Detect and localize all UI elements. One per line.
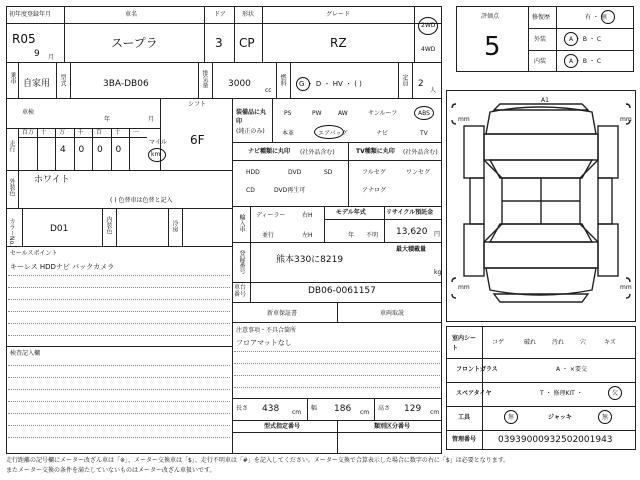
chassis-label: 車台番号 bbox=[234, 284, 247, 298]
height: 129 bbox=[404, 404, 422, 414]
repair-none-circle bbox=[601, 10, 615, 24]
car-diagram bbox=[446, 90, 636, 322]
equipment-option: エアバッグ bbox=[318, 130, 348, 137]
mileage-divider bbox=[129, 128, 130, 170]
equipment-option: 本革 bbox=[282, 130, 295, 137]
width-unit: cm bbox=[360, 409, 370, 416]
tools-label: 工具 bbox=[458, 414, 471, 421]
mileage-divider bbox=[92, 128, 93, 170]
body-label: 形状 bbox=[242, 11, 255, 18]
ext-color-label: 外装色 bbox=[8, 178, 15, 196]
equipment-option: AW bbox=[338, 110, 348, 117]
interior-options: A ・ B ・ C bbox=[569, 58, 602, 65]
tv-option: アナログ bbox=[362, 187, 387, 194]
equipment-sub: (純正のみ) bbox=[236, 128, 265, 135]
equipment-option: サンルーフ bbox=[368, 110, 398, 117]
cc-unit: cc bbox=[265, 87, 272, 94]
interior-a-circle bbox=[564, 54, 578, 68]
exterior-label: 外装 bbox=[534, 36, 547, 43]
tv-option: ワンセグ bbox=[406, 169, 431, 176]
navi-option: DVD再生可 bbox=[274, 187, 306, 194]
footer-line2: またメーター交換の条件を満たしていないものはメーター改ざん車扱いです。 bbox=[6, 467, 216, 474]
import-label: 輸入車 bbox=[238, 214, 245, 232]
registration: 熊本330に8219 bbox=[276, 255, 344, 265]
manual-label: 車両取説 bbox=[380, 310, 405, 317]
model-year-label: モデル年式 bbox=[336, 209, 366, 216]
mileage-digit: 0 bbox=[78, 145, 85, 155]
cooler-label: 冷房 bbox=[171, 220, 178, 232]
doors: 3 bbox=[215, 36, 223, 50]
tv-sub: (社外品含む) bbox=[403, 149, 438, 156]
model-name-label: 車名 bbox=[125, 11, 138, 18]
first-reg-label: 初年度登録年月 bbox=[9, 11, 52, 18]
length-label: 長さ bbox=[236, 405, 249, 412]
mileage-unit: 万 bbox=[59, 129, 66, 136]
mileage-digit: 4 bbox=[60, 145, 66, 155]
seat-option: 穴 bbox=[580, 339, 587, 346]
length-unit: cm bbox=[292, 409, 302, 416]
inspection-year: 年 bbox=[104, 116, 111, 123]
navi-option: DVD bbox=[288, 169, 302, 176]
height-label: 高さ bbox=[378, 405, 391, 412]
recycle-value: 13,620 bbox=[396, 227, 428, 237]
displacement-label: 排気量 bbox=[201, 70, 208, 88]
mileage-unit: 千 bbox=[77, 129, 84, 136]
management-number: 03939000932502001943 bbox=[498, 435, 613, 445]
model-name: スープラ bbox=[111, 36, 158, 50]
grade-label: グレード bbox=[326, 11, 351, 18]
score: 5 bbox=[484, 32, 501, 62]
mile-label: マイル bbox=[149, 139, 167, 146]
fuel-label: 燃料 bbox=[279, 74, 286, 86]
navi-label: ナビ種類に丸印 bbox=[248, 148, 291, 155]
jack-label: ジャッキ bbox=[548, 414, 572, 421]
inspector-notes-label: 検査記入欄 bbox=[10, 350, 41, 357]
repair-label: 修復歴 bbox=[532, 14, 551, 21]
drive-2wd: 2WD bbox=[421, 22, 436, 29]
interior-seat-label: 室内シート bbox=[452, 335, 477, 352]
footer-line1: 走行距離の記号欄にメーター改ざん車は「※」、メーター交換車は「$」、走行不明車は「#」を記入してください。メーター交換で合算表示した場合に数字の右に「$」は必要となります。 bbox=[6, 457, 510, 464]
inspection-label: 車検 bbox=[22, 109, 35, 116]
displacement: 3000 bbox=[228, 79, 251, 89]
interior-grade-label: 内装 bbox=[534, 58, 547, 65]
registration-label: 登録番号 bbox=[238, 250, 245, 274]
exterior-a-circle bbox=[564, 32, 578, 46]
mileage-digit: 0 bbox=[97, 145, 103, 155]
km-label: km bbox=[151, 151, 161, 158]
recycle-unit: 円 bbox=[434, 231, 441, 238]
mileage-header-line bbox=[18, 137, 147, 138]
reg-month: 9 bbox=[34, 49, 40, 59]
color-no-label: カラーNo. bbox=[8, 218, 15, 246]
diagram-mm-br: mm bbox=[620, 284, 632, 291]
width-label: 幅 bbox=[311, 405, 318, 412]
use-label: 乗車 bbox=[9, 72, 16, 84]
fuel-options: G ・ D ・ HV ・ ( ) bbox=[299, 80, 362, 88]
equipment-option: PW bbox=[312, 110, 322, 117]
diagram-mm-bl: mm bbox=[458, 284, 470, 291]
mileage-unit: 十 bbox=[114, 129, 121, 136]
import-parallel: 並行 bbox=[262, 232, 275, 239]
inspection-month: 月 bbox=[148, 116, 155, 123]
score-label: 評価点 bbox=[481, 13, 500, 20]
capacity: 2 bbox=[418, 79, 424, 89]
type: 3BA-DB06 bbox=[103, 79, 149, 89]
import-dealer: ディーラー bbox=[256, 212, 286, 219]
recycle-label: リサイクル預託金 bbox=[386, 209, 434, 216]
capacity-label: 定員 bbox=[401, 74, 408, 86]
management-label: 管理番号 bbox=[452, 436, 477, 443]
front-glass-options: A ・ ×要交 bbox=[556, 366, 587, 373]
load-label: 最大積載量 bbox=[396, 246, 427, 253]
height-unit: cm bbox=[430, 409, 440, 416]
tv-label: TV種類に丸印 bbox=[356, 148, 395, 155]
grade: RZ bbox=[330, 36, 347, 50]
body-type: CP bbox=[239, 36, 255, 50]
seat-option: 破れ bbox=[524, 339, 537, 346]
chassis: DB06-0061157 bbox=[308, 286, 376, 296]
interior-color-label: 内装色 bbox=[105, 216, 112, 234]
import-left: 左H bbox=[302, 232, 313, 239]
equipment-option: TV bbox=[420, 130, 428, 137]
type-designation-label: 型式指定番号 bbox=[264, 423, 301, 430]
navi-option: SD bbox=[324, 169, 333, 176]
sales-point: キーレス HDDナビ バックカメラ bbox=[10, 263, 115, 271]
capacity-unit: 人 bbox=[430, 87, 437, 94]
type-label: 型式 bbox=[59, 74, 66, 86]
tools-value: 無 bbox=[508, 414, 515, 421]
doors-label: ドア bbox=[214, 11, 226, 18]
shift-label: シフト bbox=[188, 101, 207, 108]
length: 438 bbox=[262, 404, 280, 414]
navi-option: HDD bbox=[246, 169, 260, 176]
spare-tire-selected: 欠 bbox=[612, 390, 619, 397]
equipment-option: ナビ bbox=[376, 130, 389, 137]
shift: 6F bbox=[190, 133, 205, 147]
drive-4wd: 4WD bbox=[421, 46, 436, 53]
load-unit: kg bbox=[434, 269, 442, 276]
spare-tire-options: T ・ 修理KIT ・ bbox=[540, 390, 583, 397]
class-label: 類別区分番号 bbox=[374, 423, 411, 430]
mileage-unit: 百 bbox=[96, 129, 103, 136]
equipment-label: 装備品に丸印 bbox=[236, 109, 267, 125]
import-right: 右H bbox=[302, 212, 313, 219]
mileage-divider bbox=[37, 128, 38, 170]
diagram-mm-tr: mm bbox=[620, 116, 632, 123]
era-year: R05 bbox=[12, 32, 36, 46]
equipment-option: PS bbox=[284, 110, 292, 117]
navi-option: CD bbox=[246, 187, 255, 194]
abs-circle bbox=[414, 106, 434, 120]
notes-label: 注意事項・不具合箇所 bbox=[236, 327, 297, 334]
seat-option: キズ bbox=[604, 339, 616, 346]
use: 自家用 bbox=[23, 79, 51, 89]
mileage-unit: 百万 bbox=[22, 129, 35, 136]
airbag-circle bbox=[314, 125, 344, 139]
mileage-divider bbox=[55, 128, 56, 170]
new-warranty-label: 新車保証書 bbox=[267, 310, 298, 317]
ext-color: ホワイト bbox=[34, 175, 70, 185]
diagram-mm-tl: mm bbox=[458, 116, 470, 123]
seat-option: コゲ bbox=[492, 339, 505, 346]
mileage-unit: 一 bbox=[133, 129, 140, 136]
mileage-digit: 0 bbox=[115, 145, 122, 155]
tv-option: フルセグ bbox=[362, 169, 386, 176]
mileage-divider bbox=[74, 128, 75, 170]
notes: フロアマットなし bbox=[236, 339, 292, 347]
exterior-options: A ・ B ・ C bbox=[569, 36, 602, 43]
sales-point-label: セールスポイント bbox=[10, 250, 58, 257]
reg-month-unit: 月 bbox=[48, 54, 55, 61]
navi-sub: (社外品含む) bbox=[300, 149, 335, 156]
repair-options: 有 ・ 無 bbox=[585, 14, 607, 21]
mileage-label: 走行 bbox=[8, 140, 15, 152]
spare-tire-label: スペアタイヤ bbox=[456, 390, 492, 397]
front-glass-label: フロントガラス bbox=[456, 366, 498, 373]
model-year-unit: 年 bbox=[348, 232, 355, 239]
seat-option: 汚れ bbox=[552, 339, 565, 346]
model-year-unknown: 不明 bbox=[366, 232, 379, 239]
color-no: D01 bbox=[50, 224, 69, 234]
mileage-divider bbox=[111, 128, 112, 170]
equipment-option: ABS bbox=[418, 110, 430, 117]
jack-value: 無 bbox=[602, 414, 609, 421]
color-note: ( ) 色替車は色替と記入 bbox=[110, 197, 173, 204]
width: 186 bbox=[334, 404, 352, 414]
mileage-unit: 十 bbox=[40, 129, 47, 136]
diagram-a1: A1 bbox=[541, 97, 549, 104]
